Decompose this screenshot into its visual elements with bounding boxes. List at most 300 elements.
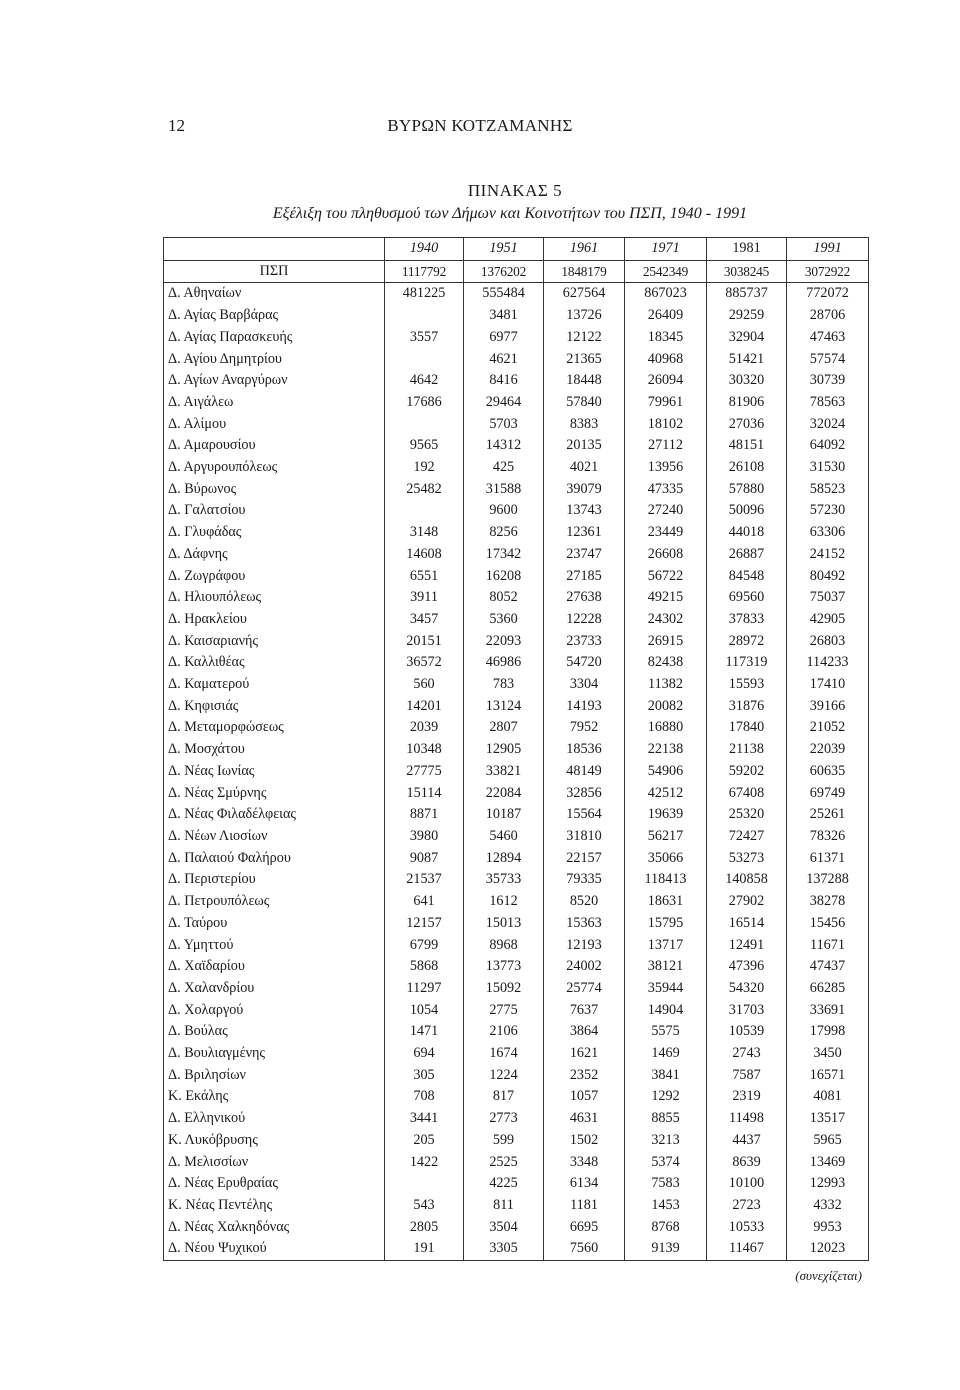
table-row [164,349,869,371]
row-label: Δ. Αγίας Παρασκευής [164,327,385,349]
table-subtitle: Εξέλιξη του πληθυσμού των Δήμων και Κοινοτήτων του ΠΣΠ, 1940 - 1991 [272,205,748,222]
cell-value: 14608 [385,544,464,566]
row-label: Δ. Γλυφάδας [164,522,385,544]
row-label: Δ. Αθηναίων [164,283,385,305]
row-label: Δ. Αργυρουπόλεως [164,457,385,479]
cell-value: 26094 [625,370,707,392]
cell-value: 3980 [385,826,464,848]
cell-value: 25774 [544,978,625,1000]
cell-value [385,500,464,522]
row-label: Δ. Χαϊδαρίου [164,956,385,978]
year-header: 1971 [625,238,707,261]
cell-value: 22039 [787,739,869,761]
cell-value: 5868 [385,956,464,978]
cell-value: 9565 [385,435,464,457]
cell-value: 67408 [707,783,787,805]
cell-value: 481225 [385,283,464,305]
cell-value: 53273 [707,848,787,870]
row-label: Δ. Καισαριανής [164,631,385,653]
row-label: Δ. Καλλιθέας [164,652,385,674]
cell-value: 8871 [385,804,464,826]
cell-value: 63306 [787,522,869,544]
row-label: Δ. Αιγάλεω [164,392,385,414]
cell-value: 27902 [707,891,787,913]
cell-value: 30739 [787,370,869,392]
cell-value: 35733 [464,869,544,891]
row-label: Δ. Κηφισιάς [164,696,385,718]
cell-value: 305 [385,1065,464,1087]
cell-value: 3441 [385,1108,464,1130]
cell-value: 24152 [787,544,869,566]
row-label: Δ. Νέας Φιλαδέλφειας [164,804,385,826]
cell-value: 11297 [385,978,464,1000]
row-label: Δ. Νέας Χαλκηδόνας [164,1217,385,1239]
cell-value: 543 [385,1195,464,1217]
row-label: Δ. Γαλατσίου [164,500,385,522]
year-header: 1951 [464,238,544,261]
cell-value: 14193 [544,696,625,718]
cell-value: 17840 [707,717,787,739]
cell-value: 20082 [625,696,707,718]
cell-value: 783 [464,674,544,696]
table-row [164,544,869,566]
cell-value: 18345 [625,327,707,349]
cell-value: 24302 [625,609,707,631]
cell-value: 61371 [787,848,869,870]
cell-value: 12228 [544,609,625,631]
cell-value: 15593 [707,674,787,696]
page-header [0,116,960,140]
cell-value: 641 [385,891,464,913]
row-label: Δ. Καματερού [164,674,385,696]
cell-value: 11382 [625,674,707,696]
cell-value [385,349,464,371]
year-header: 1940 [385,238,464,261]
cell-value: 12361 [544,522,625,544]
cell-value: 79961 [625,392,707,414]
cell-value: 6695 [544,1217,625,1239]
cell-value: 5360 [464,609,544,631]
cell-value: 2723 [707,1195,787,1217]
table-row [164,587,869,609]
cell-value: 18631 [625,891,707,913]
cell-value: 772072 [787,283,869,305]
cell-value: 5703 [464,414,544,436]
cell-value: 599 [464,1130,544,1152]
cell-value: 13517 [787,1108,869,1130]
table-row [164,1217,869,1239]
cell-value: 4437 [707,1130,787,1152]
cell-value: 80492 [787,566,869,588]
cell-value: 21365 [544,349,625,371]
cell-value: 10100 [707,1173,787,1195]
cell-value: 708 [385,1086,464,1108]
cell-value: 54720 [544,652,625,674]
cell-value: 31703 [707,1000,787,1022]
cell-value: 18448 [544,370,625,392]
cell-value: 8416 [464,370,544,392]
cell-value: 3864 [544,1021,625,1043]
cell-value: 137288 [787,869,869,891]
table-row [164,1000,869,1022]
cell-value: 13469 [787,1152,869,1174]
cell-value: 78326 [787,826,869,848]
cell-value: 32024 [787,414,869,436]
row-label: Δ. Ταύρου [164,913,385,935]
table-row [164,457,869,479]
cell-value: 867023 [625,283,707,305]
cell-value: 9139 [625,1238,707,1260]
row-label: Δ. Αμαρουσίου [164,435,385,457]
cell-value: 22157 [544,848,625,870]
cell-value: 205 [385,1130,464,1152]
table-row [164,978,869,1000]
cell-value: 6134 [544,1173,625,1195]
cell-value: 1181 [544,1195,625,1217]
table-row [164,1152,869,1174]
cell-value: 3457 [385,609,464,631]
cell-value: 20135 [544,435,625,457]
cell-value: 22093 [464,631,544,653]
row-label: Δ. Παλαιού Φαλήρου [164,848,385,870]
cell-value: 1422 [385,1152,464,1174]
cell-value: 14312 [464,435,544,457]
cell-value: 25320 [707,804,787,826]
table-row [164,739,869,761]
row-label: Δ. Βουλιαγμένης [164,1043,385,1065]
cell-value: 27036 [707,414,787,436]
cell-value: 555484 [464,283,544,305]
cell-value: 13956 [625,457,707,479]
cell-value: 57840 [544,392,625,414]
cell-value: 1453 [625,1195,707,1217]
table-row [164,414,869,436]
cell-value: 1848179 [544,260,625,283]
table-row [164,500,869,522]
cell-value: 29464 [464,392,544,414]
cell-value: 3038245 [707,260,787,283]
cell-value: 8520 [544,891,625,913]
cell-value: 20151 [385,631,464,653]
row-label: Δ. Χολαργού [164,1000,385,1022]
cell-value: 46986 [464,652,544,674]
cell-value: 66285 [787,978,869,1000]
cell-value: 19639 [625,804,707,826]
cell-value: 8383 [544,414,625,436]
table-row [164,479,869,501]
cell-value: 11671 [787,935,869,957]
cell-value: 1674 [464,1043,544,1065]
table-row [164,327,869,349]
cell-value: 27112 [625,435,707,457]
cell-value: 35066 [625,848,707,870]
cell-value: 16514 [707,913,787,935]
cell-value: 15363 [544,913,625,935]
cell-value: 56217 [625,826,707,848]
continuation-note: (συνεχίζεται) [795,1268,862,1283]
cell-value: 31588 [464,479,544,501]
cell-value: 10533 [707,1217,787,1239]
row-label: Δ. Ηλιουπόλεως [164,587,385,609]
cell-value: 1612 [464,891,544,913]
cell-value: 13717 [625,935,707,957]
cell-value: 26608 [625,544,707,566]
cell-value: 79335 [544,869,625,891]
row-label: Δ. Μεταμορφώσεως [164,717,385,739]
cell-value: 84548 [707,566,787,588]
cell-value: 72427 [707,826,787,848]
table-row [164,631,869,653]
cell-value: 7583 [625,1173,707,1195]
row-label: Δ. Αλίμου [164,414,385,436]
cell-value: 47463 [787,327,869,349]
cell-value: 47335 [625,479,707,501]
cell-value: 16880 [625,717,707,739]
cell-value: 35944 [625,978,707,1000]
table-row [164,1021,869,1043]
cell-value: 15114 [385,783,464,805]
cell-value: 23449 [625,522,707,544]
cell-value: 2106 [464,1021,544,1043]
cell-value: 7587 [707,1065,787,1087]
row-label: Δ. Μελισσίων [164,1152,385,1174]
cell-value: 2525 [464,1152,544,1174]
cell-value: 2773 [464,1108,544,1130]
cell-value: 13743 [544,500,625,522]
cell-value: 6799 [385,935,464,957]
table-body [164,238,869,1261]
cell-value: 2775 [464,1000,544,1022]
cell-value: 5460 [464,826,544,848]
row-label: Δ. Ηρακλείου [164,609,385,631]
year-header: 1991 [787,238,869,261]
cell-value: 33691 [787,1000,869,1022]
cell-value: 1471 [385,1021,464,1043]
table-row [164,1195,869,1217]
cell-value: 10348 [385,739,464,761]
cell-value: 1469 [625,1043,707,1065]
cell-value: 22084 [464,783,544,805]
cell-value: 3841 [625,1065,707,1087]
cell-value: 8855 [625,1108,707,1130]
cell-value: 27775 [385,761,464,783]
row-label: Δ. Νέας Σμύρνης [164,783,385,805]
cell-value: 69749 [787,783,869,805]
cell-value: 17410 [787,674,869,696]
cell-value: 1057 [544,1086,625,1108]
cell-value: 47396 [707,956,787,978]
cell-value [385,414,464,436]
population-table [163,237,869,1261]
cell-value: 23733 [544,631,625,653]
year-header: 1981 [707,238,787,261]
cell-value: 25261 [787,804,869,826]
cell-value: 885737 [707,283,787,305]
cell-value: 3148 [385,522,464,544]
cell-value: 11467 [707,1238,787,1260]
cell-value: 17342 [464,544,544,566]
cell-value: 2319 [707,1086,787,1108]
cell-value: 817 [464,1086,544,1108]
cell-value: 12993 [787,1173,869,1195]
table-row [164,891,869,913]
cell-value: 31876 [707,696,787,718]
cell-value: 6551 [385,566,464,588]
cell-value: 7637 [544,1000,625,1022]
cell-value: 7952 [544,717,625,739]
cell-value: 54906 [625,761,707,783]
cell-value: 425 [464,457,544,479]
cell-value: 15456 [787,913,869,935]
row-label: Δ. Βούλας [164,1021,385,1043]
cell-value: 13773 [464,956,544,978]
cell-value: 47437 [787,956,869,978]
row-label: ΠΣΠ [164,260,385,283]
cell-value: 26108 [707,457,787,479]
row-label: Δ. Αγίων Αναργύρων [164,370,385,392]
cell-value: 12023 [787,1238,869,1260]
cell-value: 26409 [625,305,707,327]
cell-value: 10539 [707,1021,787,1043]
cell-value: 4642 [385,370,464,392]
cell-value: 57880 [707,479,787,501]
cell-value: 13726 [544,305,625,327]
row-label: Δ. Αγίας Βαρβάρας [164,305,385,327]
cell-value [385,305,464,327]
cell-value: 39079 [544,479,625,501]
cell-value: 38278 [787,891,869,913]
row-label: Δ. Υμηττού [164,935,385,957]
cell-value: 49215 [625,587,707,609]
cell-value: 1117792 [385,260,464,283]
row-label: Κ. Λυκόβρυσης [164,1130,385,1152]
table-row [164,1238,869,1260]
cell-value: 2542349 [625,260,707,283]
table-row [164,566,869,588]
total-row [164,260,869,283]
cell-value: 2352 [544,1065,625,1087]
cell-value: 56722 [625,566,707,588]
cell-value: 560 [385,674,464,696]
table-row [164,305,869,327]
cell-value: 82438 [625,652,707,674]
row-label: Δ. Αγίου Δημητρίου [164,349,385,371]
header-corner [164,238,385,261]
cell-value: 38121 [625,956,707,978]
cell-value: 9953 [787,1217,869,1239]
table-row [164,696,869,718]
cell-value: 51421 [707,349,787,371]
table-row [164,826,869,848]
running-title: ΒΥΡΩΝ ΚΟΤΖΑΜΑΝΗΣ [387,116,573,135]
cell-value: 54320 [707,978,787,1000]
cell-value: 3348 [544,1152,625,1174]
cell-value: 694 [385,1043,464,1065]
cell-value: 29259 [707,305,787,327]
row-label: Δ. Ελληνικού [164,1108,385,1130]
row-label: Δ. Περιστερίου [164,869,385,891]
table-row [164,956,869,978]
cell-value: 15564 [544,804,625,826]
cell-value: 191 [385,1238,464,1260]
cell-value: 44018 [707,522,787,544]
cell-value: 32904 [707,327,787,349]
table-row [164,1130,869,1152]
cell-value: 8052 [464,587,544,609]
row-label: Δ. Νέας Ιωνίας [164,761,385,783]
cell-value: 6977 [464,327,544,349]
table-row [164,652,869,674]
cell-value: 140858 [707,869,787,891]
cell-value: 12157 [385,913,464,935]
cell-value: 12193 [544,935,625,957]
table-row [164,1108,869,1130]
cell-value: 8968 [464,935,544,957]
cell-value: 4021 [544,457,625,479]
cell-value: 27185 [544,566,625,588]
cell-value: 5575 [625,1021,707,1043]
cell-value: 21138 [707,739,787,761]
cell-value: 3450 [787,1043,869,1065]
cell-value: 11498 [707,1108,787,1130]
cell-value: 3481 [464,305,544,327]
table-row [164,392,869,414]
cell-value: 14201 [385,696,464,718]
cell-value: 26887 [707,544,787,566]
cell-value: 16208 [464,566,544,588]
row-label: Δ. Βύρωνος [164,479,385,501]
cell-value: 42512 [625,783,707,805]
cell-value: 40968 [625,349,707,371]
cell-value: 26915 [625,631,707,653]
cell-value: 12905 [464,739,544,761]
row-label: Δ. Ζωγράφου [164,566,385,588]
cell-value: 4332 [787,1195,869,1217]
cell-value: 30320 [707,370,787,392]
cell-value: 4081 [787,1086,869,1108]
cell-value: 33821 [464,761,544,783]
cell-value: 31810 [544,826,625,848]
row-label: Δ. Βριλησίων [164,1065,385,1087]
table-row [164,804,869,826]
cell-value: 9600 [464,500,544,522]
cell-value: 118413 [625,869,707,891]
cell-value: 2743 [707,1043,787,1065]
cell-value: 3213 [625,1130,707,1152]
cell-value: 4621 [464,349,544,371]
table-row [164,848,869,870]
cell-value: 114233 [787,652,869,674]
cell-value: 57574 [787,349,869,371]
cell-value: 15092 [464,978,544,1000]
cell-value: 50096 [707,500,787,522]
table-title: ΠΙΝΑΚΑΣ 5 [467,181,563,200]
table-row [164,913,869,935]
year-header: 1961 [544,238,625,261]
cell-value: 81906 [707,392,787,414]
cell-value: 2805 [385,1217,464,1239]
cell-value: 7560 [544,1238,625,1260]
cell-value: 12894 [464,848,544,870]
cell-value: 32856 [544,783,625,805]
cell-value: 17998 [787,1021,869,1043]
cell-value: 28972 [707,631,787,653]
cell-value: 78563 [787,392,869,414]
cell-value: 28706 [787,305,869,327]
cell-value: 18536 [544,739,625,761]
table-row [164,370,869,392]
cell-value: 26803 [787,631,869,653]
